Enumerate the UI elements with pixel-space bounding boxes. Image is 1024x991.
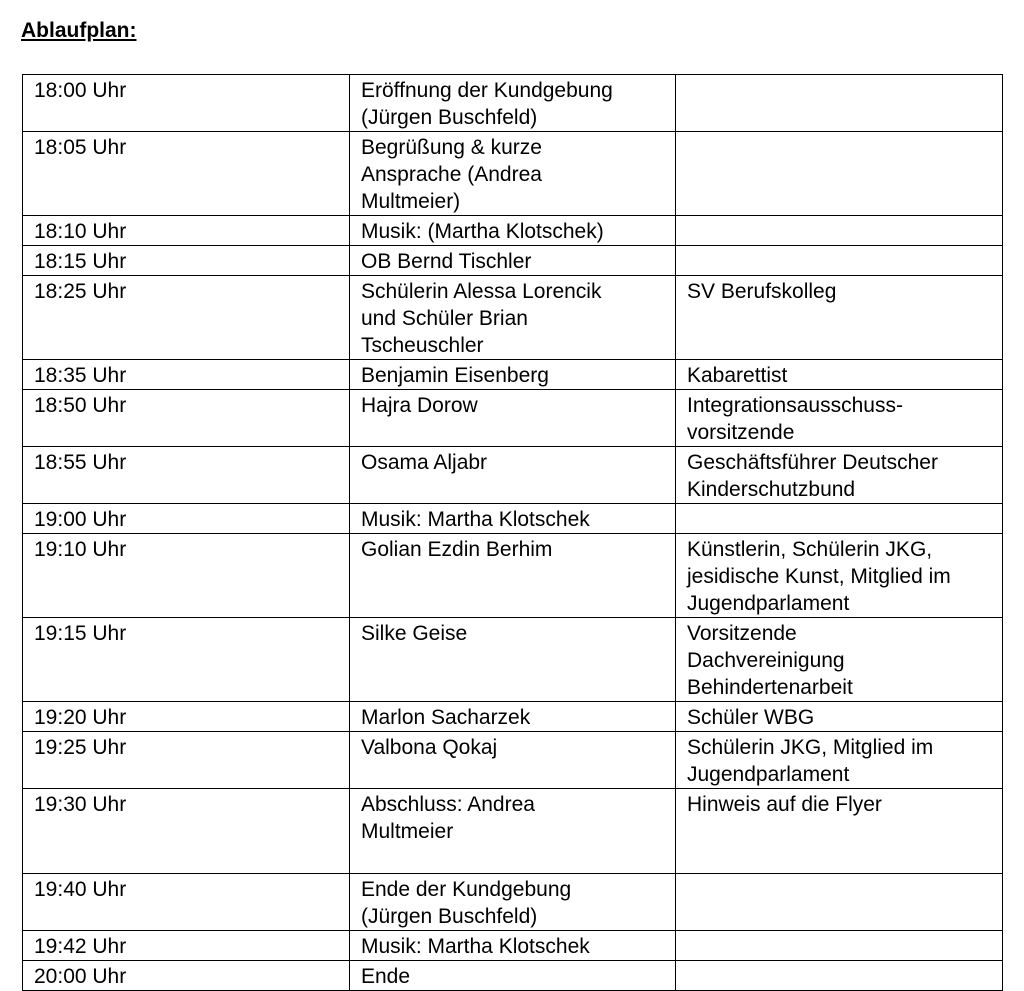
table-row [23, 276, 1003, 360]
program-item-cell [350, 931, 676, 961]
time-text: 18:50 Uhr [34, 394, 127, 417]
time-text: 19:00 Uhr [34, 508, 127, 531]
note-cell [676, 132, 1003, 216]
note-cell [676, 447, 1003, 504]
note-line: SV Berufskolleg [687, 280, 837, 303]
time-cell [23, 447, 350, 504]
program-item-line: Silke Geise [361, 622, 468, 645]
table-row [23, 504, 1003, 534]
program-item-line: Benjamin Eisenberg [361, 364, 549, 387]
program-item-line: (Jürgen Buschfeld) [361, 905, 538, 928]
note-cell [676, 246, 1003, 276]
time-text: 18:00 Uhr [34, 79, 127, 102]
time-text: 19:42 Uhr [34, 935, 127, 958]
time-cell [23, 874, 350, 931]
time-cell [23, 360, 350, 390]
time-text: 18:05 Uhr [34, 136, 127, 159]
program-item-line: Valbona Qokaj [361, 736, 498, 759]
time-cell [23, 702, 350, 732]
time-cell [23, 961, 350, 991]
time-text: 18:25 Uhr [34, 280, 127, 303]
note-cell [676, 75, 1003, 132]
time-text: 19:20 Uhr [34, 706, 127, 729]
schedule-body [23, 75, 1003, 991]
time-cell [23, 534, 350, 618]
time-text: 19:30 Uhr [34, 793, 127, 816]
note-cell [676, 702, 1003, 732]
note-cell [676, 360, 1003, 390]
note-line: Integrationsausschuss- [687, 394, 903, 417]
program-item-line: Musik: (Martha Klotschek) [361, 220, 604, 243]
program-item-cell [350, 702, 676, 732]
note-line: Jugendparlament [687, 763, 850, 786]
program-item-cell [350, 246, 676, 276]
program-item-line: Ende der Kundgebung [361, 878, 572, 901]
program-item-line: Multmeier) [361, 190, 461, 213]
time-text: 19:10 Uhr [34, 538, 127, 561]
program-item-line: Abschluss: Andrea [361, 793, 535, 816]
note-line: Schülerin JKG, Mitglied im [687, 736, 934, 759]
program-item-line: Marlon Sacharzek [361, 706, 531, 729]
program-item-cell [350, 132, 676, 216]
time-text: 19:15 Uhr [34, 622, 127, 645]
time-text: 20:00 Uhr [34, 965, 127, 988]
note-line: Jugendparlament [687, 592, 850, 615]
table-row [23, 390, 1003, 447]
program-item-cell [350, 390, 676, 447]
program-item-cell [350, 732, 676, 789]
program-item-cell [350, 534, 676, 618]
note-cell [676, 216, 1003, 246]
program-item-cell [350, 447, 676, 504]
time-cell [23, 504, 350, 534]
program-item-cell [350, 216, 676, 246]
note-line: Künstlerin, Schülerin JKG, [687, 538, 933, 561]
program-item-line: Musik: Martha Klotschek [361, 935, 590, 958]
program-item-cell [350, 360, 676, 390]
table-row [23, 702, 1003, 732]
time-text: 18:15 Uhr [34, 250, 127, 273]
time-text: 18:35 Uhr [34, 364, 127, 387]
table-row [23, 75, 1003, 132]
time-cell [23, 931, 350, 961]
table-row [23, 732, 1003, 789]
time-cell [23, 246, 350, 276]
table-row [23, 534, 1003, 618]
table-row [23, 246, 1003, 276]
time-text: 19:25 Uhr [34, 736, 127, 759]
time-text: 18:10 Uhr [34, 220, 127, 243]
note-line: Schüler WBG [687, 706, 815, 729]
note-cell [676, 789, 1003, 874]
table-row [23, 132, 1003, 216]
note-cell [676, 931, 1003, 961]
note-cell [676, 874, 1003, 931]
page-title: Ablaufplan: [21, 19, 137, 42]
program-item-line: Tscheuschler [361, 334, 484, 357]
note-line: Dachvereinigung [687, 649, 845, 672]
time-cell [23, 789, 350, 874]
time-cell [23, 75, 350, 132]
note-cell [676, 390, 1003, 447]
table-row [23, 874, 1003, 931]
program-item-line: Musik: Martha Klotschek [361, 508, 590, 531]
note-line: Behindertenarbeit [687, 676, 853, 699]
note-cell [676, 618, 1003, 702]
time-cell [23, 732, 350, 789]
program-item-line: Begrüßung & kurze [361, 136, 542, 159]
time-cell [23, 216, 350, 246]
program-item-cell [350, 75, 676, 132]
program-item-line: Eröffnung der Kundgebung [361, 79, 613, 102]
note-line: vorsitzende [687, 421, 795, 444]
program-item-line: und Schüler Brian [361, 307, 528, 330]
note-line: Kabarettist [687, 364, 788, 387]
time-text: 18:55 Uhr [34, 451, 127, 474]
table-row [23, 360, 1003, 390]
program-item-line: Golian Ezdin Berhim [361, 538, 553, 561]
time-cell [23, 618, 350, 702]
program-item-line: Multmeier [361, 820, 454, 843]
time-cell [23, 276, 350, 360]
program-item-line: Ende [361, 965, 411, 988]
program-item-line: Osama Aljabr [361, 451, 488, 474]
note-line: Vorsitzende [687, 622, 797, 645]
note-line: jesidische Kunst, Mitglied im [687, 565, 951, 588]
table-row [23, 961, 1003, 991]
note-cell [676, 732, 1003, 789]
time-cell [23, 132, 350, 216]
note-line: Hinweis auf die Flyer [687, 793, 882, 816]
table-row [23, 931, 1003, 961]
program-item-line: Schülerin Alessa Lorencik [361, 280, 602, 303]
program-item-line: (Jürgen Buschfeld) [361, 106, 538, 129]
time-text: 19:40 Uhr [34, 878, 127, 901]
table-row [23, 789, 1003, 874]
program-item-cell [350, 789, 676, 874]
note-cell [676, 534, 1003, 618]
note-line: Geschäftsführer Deutscher [687, 451, 938, 474]
program-item-cell [350, 961, 676, 991]
table-row [23, 447, 1003, 504]
note-cell [676, 276, 1003, 360]
program-item-line: OB Bernd Tischler [361, 250, 532, 273]
time-cell [23, 390, 350, 447]
table-row [23, 618, 1003, 702]
table-row [23, 216, 1003, 246]
program-item-line: Hajra Dorow [361, 394, 478, 417]
program-item-cell [350, 504, 676, 534]
schedule-table [22, 74, 1003, 991]
note-cell [676, 504, 1003, 534]
program-item-line: Ansprache (Andrea [361, 163, 542, 186]
program-item-cell [350, 276, 676, 360]
program-item-cell [350, 874, 676, 931]
note-line: Kinderschutzbund [687, 478, 856, 501]
note-cell [676, 961, 1003, 991]
program-item-cell [350, 618, 676, 702]
